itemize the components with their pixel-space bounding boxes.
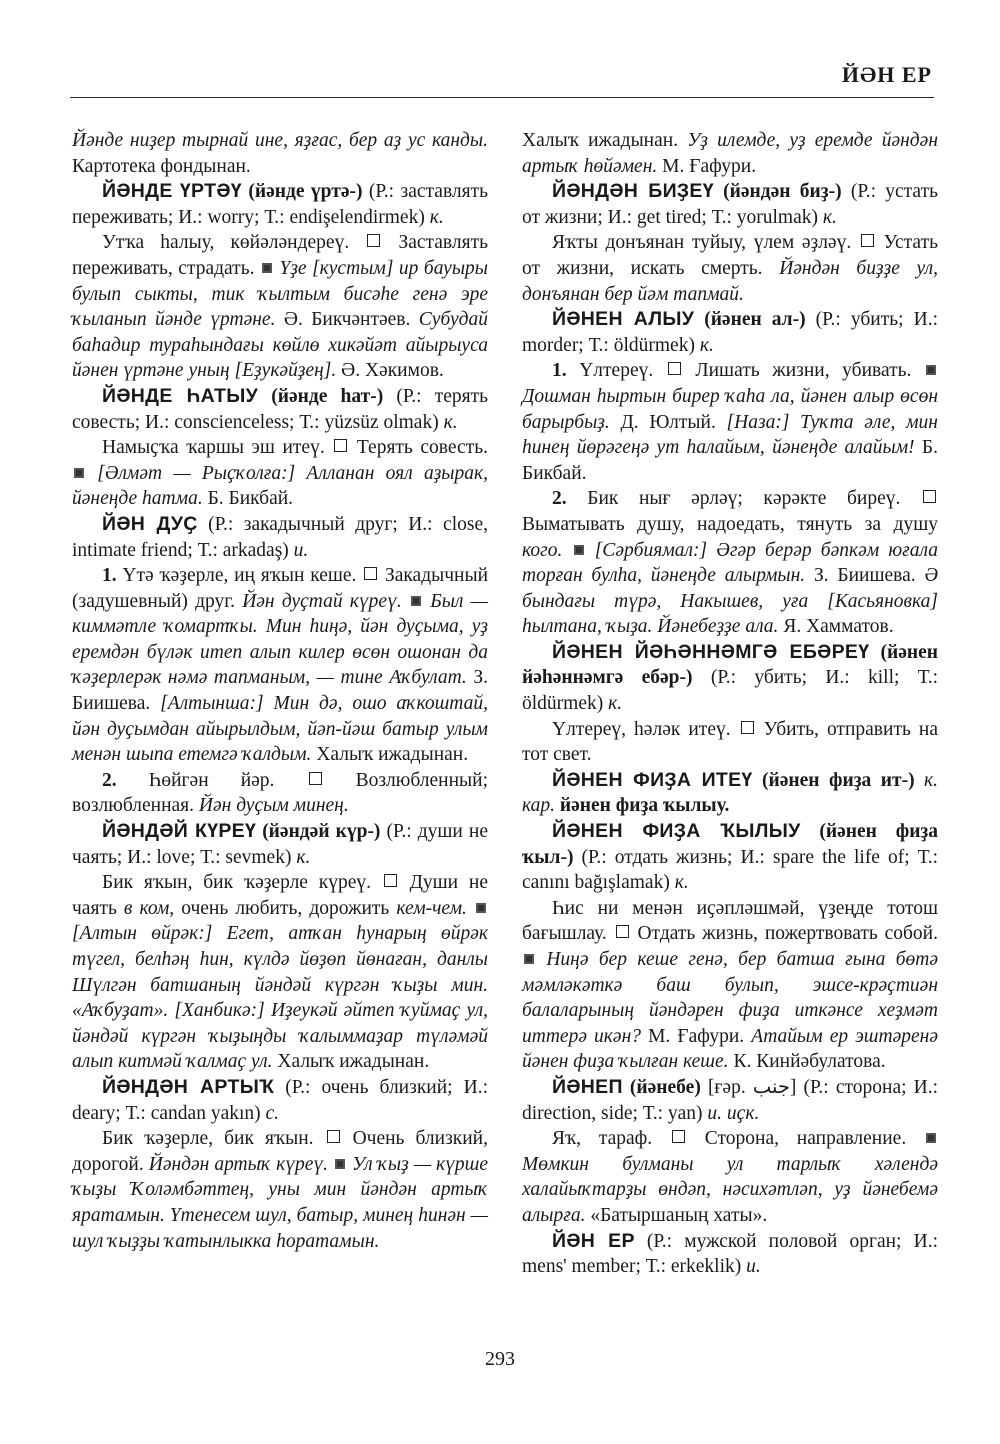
entry	[522, 1229, 938, 1280]
white-square-icon	[309, 772, 322, 785]
entry	[72, 384, 488, 435]
equivalents: (Р.: убить; И.: morder; Т.: öldürmek)	[522, 309, 938, 356]
source: М. Ғафури.	[657, 155, 757, 177]
headword: ЙӘНЕН АЛЫУ	[552, 308, 695, 331]
definition: Һөйгән йәр.	[116, 769, 307, 791]
example: Был — киммәтле ҡомартҡы. Мин һиңә, йән дуҫыма, уҙ еремдән бүләк итеп алып килер өсөн ошонан да ҡәҙерлерәк нәмә тапманым, — тине Аҡбулат.	[72, 590, 489, 689]
black-square-icon	[74, 468, 84, 478]
example: Уҙ илемде, уҙ еремде йәндән артыҡ һөйәмен.	[522, 130, 938, 177]
example: [Алтын өйрәк:] Егет, атҡан һунарың өйрәк түгел, белһәң һин, күлдә йөҙөп йөнаған, данлы Шүлгән батшаның йәндәй күргән ҡыҙы мин. «Аҡбуҙат».	[72, 923, 488, 1022]
source: Б. Бикбай.	[522, 437, 938, 484]
header-rule	[70, 97, 934, 98]
source: Б. Бикбай.	[202, 488, 294, 510]
example: [Ханбикә:] Иҙеукәй әйтеп ҡуймаҫ ул, йәндәй күргән ҡыҙыңды ҡалыммаҙар түләмәй алып китмәй ҡалмаҫ ул.	[72, 1000, 488, 1073]
source: Д. Юлтый.	[609, 411, 727, 433]
part-of-speech: и.	[746, 1256, 761, 1278]
source: Картотека фондынан.	[72, 155, 251, 177]
equivalents: (Р.: терять совесть; И.: conscienceless; Т.: yüzsüz olmak)	[72, 385, 489, 433]
part-of-speech: к.	[699, 334, 714, 356]
example: [Алтынша:] Мин дә, ошо аҡкоштай, йән дуҫымдан айырылдым, йәп-йәш батыр улым менән шыпа етемгә ҡалдым.	[72, 693, 488, 766]
headword: ЙӘН ДУҪ	[102, 512, 198, 535]
definition: Үлтереү.	[566, 360, 666, 382]
left-column	[72, 128, 488, 1254]
black-square-icon	[926, 1133, 936, 1143]
entry	[522, 1075, 938, 1126]
translation: Заставлять переживать, страдать.	[72, 232, 488, 279]
equivalents: (Р.: устать от жизни; И.: get tired; Т.: yorulmak)	[522, 181, 938, 228]
entry	[522, 640, 938, 717]
arabic-word: جنب	[752, 1076, 790, 1098]
source: Халыҡ ижадынан.	[272, 1051, 430, 1073]
grammar-form: (йәнебе)	[629, 1076, 701, 1098]
entry	[72, 819, 488, 870]
definition: Бик ҡәҙерле, бик яҡын.	[102, 1128, 325, 1150]
headword: ЙӘНДӘЙ КҮРЕҮ	[102, 820, 257, 843]
headword: ЙӘНДӘН АРТЫҠ	[102, 1075, 275, 1098]
example: Йәндән биҙҙе ул, донъянан бер йәм тапмай.	[522, 257, 938, 305]
part-of-speech: к.	[608, 693, 623, 715]
grammar-form: (йәндәй күр-)	[262, 821, 381, 843]
equivalents: (Р.: мужской половой орган; И.: mens' member; Т.: erkeklik)	[522, 1230, 938, 1278]
part-of-speech: к.	[674, 872, 689, 894]
black-square-icon	[476, 903, 486, 913]
entry-continuation	[72, 128, 488, 179]
definition: Бик яҡын, бик ҡәҙерле күреү.	[102, 872, 382, 894]
sense-number: 2.	[102, 769, 117, 791]
entry-definition	[522, 896, 938, 1075]
part-of-speech: к.	[296, 846, 311, 868]
entry	[522, 768, 938, 819]
white-square-icon	[334, 439, 347, 452]
example: [Әлмәт — Рыҫҡолға:] Алланан оял аҙырак, йәнеңде һатма.	[72, 462, 489, 510]
headword: ЙӘНЕН ФИҘА ИТЕҮ	[552, 768, 753, 791]
source: К. Кинйәбулатова.	[728, 1051, 886, 1073]
entry	[72, 1075, 488, 1126]
white-square-icon	[672, 1130, 685, 1143]
entry-definition	[72, 230, 488, 384]
example: Ул ҡыҙ — күрше ҡыҙы Ҡоләмбәттең, уны мин йәндән артыҡ яратамын. Үтенесем шул, батыр, минең һинән — шул ҡыҙҙы ҡатынлыкка һоратамын.	[72, 1153, 489, 1252]
source: «Батыршаның хаты».	[585, 1204, 768, 1226]
definition: Һис ни менән иҫәпләшмәй, үҙеңде тотош бағышлау.	[522, 897, 938, 945]
equivalents: (Р.: отдать жизнь; И.: spare the life of; Т.: canını bağışlamak)	[522, 846, 938, 894]
page-number: 293	[485, 1348, 515, 1370]
translation: , очень любить, дорожить	[169, 897, 397, 919]
entry	[522, 179, 938, 230]
definition: Үлтереү, һәләк итеү.	[552, 718, 739, 740]
etymology: [ғәр.	[700, 1076, 753, 1098]
entry	[72, 512, 488, 563]
example: Үҙе [кустым] ир бауыры булып сыкты, тик ҡылтым бисәһе генә эре ҡыланып йәнде үртәне.	[72, 257, 489, 331]
white-square-icon	[367, 234, 380, 247]
equivalents: (Р.: убить; И.: kill; Т.: öldürmek)	[522, 667, 938, 715]
cross-reference-target: йәнен фиҙа ҡылыу.	[559, 795, 730, 817]
part-of-speech: и. иҫк.	[707, 1102, 760, 1124]
white-square-icon	[616, 925, 629, 938]
equivalents: (Р.: сторона; И.: direction, side; Т.: yan)	[522, 1076, 939, 1124]
equivalents: (Р.: заставлять переживать; И.: worry; Т.: endişelendirmek)	[72, 181, 489, 228]
white-square-icon	[923, 490, 936, 503]
example: Ә бындағы түрә, Накышев, уға [Касьяновка] һылтана, ҡыҙа. Йәнебеҙҙе ала.	[522, 565, 938, 638]
translation: Лишать жизни, убивать.	[682, 360, 924, 382]
example: Мөмкин булманы ул тарлыҡ хәлендә халайыҡтарҙы өндәп, нәсихәтләп, уҙ йәнебемә алырға.	[522, 1153, 938, 1226]
white-square-icon	[384, 874, 397, 887]
source: З. Биишева.	[72, 667, 488, 715]
entry	[522, 307, 938, 358]
grammar-form: (йәнен фиҙа ҡыл-)	[522, 821, 939, 868]
entry-continuation	[522, 128, 938, 179]
equivalents: (Р.: души не чаять; И.: love; Т.: sevmek)	[72, 821, 488, 868]
translation: Закадычный (задушевный) друг.	[72, 565, 488, 612]
etymology: ]	[789, 1076, 797, 1098]
example: Субудай баһадир тураһындағы көйлө хикәйәт айырыуса йәнен үртәне уның [Еҙукәйҙең].	[72, 309, 488, 382]
part-of-speech: к.	[822, 206, 837, 228]
source: М. Ғафури.	[641, 1025, 752, 1047]
example: Йән дуҫтай күреү.	[242, 590, 402, 612]
translation: Очень близкий, дорогой.	[72, 1128, 488, 1175]
translation-note: кем-чем.	[396, 897, 467, 919]
white-square-icon	[364, 567, 377, 580]
headword: ЙӘНДЕ ҺАТЫУ	[102, 384, 259, 407]
example: Ниңә бер кеше генә, бер батша ғына бөтә мәмләкәткә баш булып, эшсе-крәҫтиән балаларының йәндәрен фиҙа иткәнсе хеҙмәт иттерә икән?	[522, 949, 938, 1047]
entry-definition	[72, 435, 488, 512]
translation: Устать от жизни, искать смерть.	[522, 232, 938, 279]
example: Дошман һыртын бирер ҡаһа ла, йәнен алыр өсөн барырбыҙ.	[522, 385, 938, 433]
headword: ЙӘНЕП	[552, 1075, 623, 1098]
example: Йәнде ниҙер тырнай ине, яҙғас, бер аҙ ус канды.	[72, 130, 488, 151]
black-square-icon	[335, 1159, 345, 1169]
entry	[72, 179, 488, 230]
grammar-form: (йәндән биҙ-)	[723, 181, 842, 203]
black-square-icon	[262, 263, 272, 273]
black-square-icon	[411, 596, 421, 606]
translation-note: в ком	[123, 897, 170, 919]
translation: Убить, отправить на тот свет.	[522, 718, 938, 766]
part-of-speech: с.	[265, 1102, 280, 1124]
definition: Намыҫҡа ҡаршы эш итеү.	[102, 437, 333, 459]
headword: ЙӘНДӘН БИҘЕҮ	[552, 180, 714, 203]
headword: ЙӘНЕН ФИҘА ҠЫЛЫУ	[552, 820, 801, 843]
part-of-speech: к.	[429, 206, 444, 228]
translation: Выматывать душу, надоедать, тянуть за душу	[522, 513, 938, 535]
sense	[72, 563, 488, 768]
equivalents: (Р.: закадычный друг; И.: close, intimate friend; Т.: arkadaş)	[72, 513, 488, 561]
source: Халыҡ ижадынан.	[311, 744, 469, 766]
entry-definition	[72, 1126, 488, 1254]
running-head: ЙӘН ЕР	[841, 62, 932, 87]
sense	[522, 486, 938, 640]
definition: Бик нығ әрләү; кәрәкте биреү.	[566, 488, 921, 510]
example: Йән дуҫым минең.	[198, 795, 349, 817]
sense-number: 2.	[552, 488, 567, 510]
definition: Утҡа һалыу, көйәләндереү.	[102, 232, 366, 254]
white-square-icon	[668, 362, 681, 375]
source: Ә. Хәкимов.	[336, 360, 444, 382]
part-of-speech: к.	[443, 411, 458, 433]
example: [Наза:] Туҡта әле, мин һинең йөрәгеңә ут һалайым, йәнеңде алайым!	[522, 411, 938, 459]
translation-note: кого.	[522, 539, 563, 561]
sense-number: 1.	[102, 565, 117, 587]
sense	[522, 358, 938, 486]
black-square-icon	[524, 954, 534, 964]
source: Ә. Бикчәнтәев.	[275, 309, 419, 331]
black-square-icon	[574, 545, 584, 555]
grammar-form: (йәнде үртә-)	[248, 181, 363, 203]
translation: Возлюбленный; возлюбленная.	[72, 769, 488, 817]
equivalents: (Р.: очень близкий; И.: deary; Т.: candan yakın)	[72, 1076, 488, 1124]
headword: ЙӘН ЕР	[552, 1229, 635, 1252]
headword: ЙӘНДЕ ҮРТӘҮ	[102, 180, 242, 203]
example: Йәндән артыҡ күреү.	[148, 1153, 329, 1175]
white-square-icon	[861, 234, 874, 247]
right-column	[522, 128, 938, 1280]
source: З. Биишева.	[805, 565, 925, 587]
sense-number: 1.	[552, 360, 567, 382]
entry-definition	[72, 870, 488, 1075]
translation: Отдать жизнь, пожертвовать собой.	[630, 923, 938, 945]
entry	[522, 819, 938, 896]
grammar-form: (йәнен ал-)	[704, 309, 806, 331]
example: Атайым ер эштәренә йәнен фиҙа ҡылған кеше.	[522, 1025, 938, 1073]
black-square-icon	[926, 365, 936, 375]
definition: Яҡты донъянан туйыу, үлем әҙләү.	[552, 232, 859, 254]
white-square-icon	[327, 1130, 340, 1143]
example: [Сәрбиямал:] Әгәр берәр бәпкәм юғала торған булһа, йәнеңде алырмын.	[522, 539, 938, 587]
translation: Души не чаять	[72, 872, 488, 919]
entry-definition	[522, 1126, 938, 1228]
grammar-form: (йәнен йәһәннәмгә ебәр-)	[522, 641, 939, 689]
cross-reference: к. кар.	[522, 769, 939, 817]
definition: Үтә ҡәҙерле, иң яҡын кеше.	[116, 565, 363, 587]
part-of-speech: и.	[293, 539, 309, 561]
source: Халыҡ ижадынан.	[522, 130, 688, 151]
sense	[72, 768, 488, 819]
translation: Сторона, направление.	[686, 1128, 924, 1150]
grammar-form: (йәнен фиҙа ит-)	[762, 769, 915, 791]
definition: Яҡ, тараф.	[552, 1128, 670, 1150]
entry-definition	[522, 230, 938, 307]
entry-definition	[522, 717, 938, 768]
headword: ЙӘНЕН ЙӘҺӘННӘМГӘ ЕБӘРЕҮ	[552, 640, 870, 663]
translation: Терять совесть.	[349, 437, 488, 459]
source: Я. Хамматов.	[778, 616, 894, 638]
grammar-form: (йәнде һат-)	[271, 385, 384, 407]
white-square-icon	[741, 721, 754, 734]
